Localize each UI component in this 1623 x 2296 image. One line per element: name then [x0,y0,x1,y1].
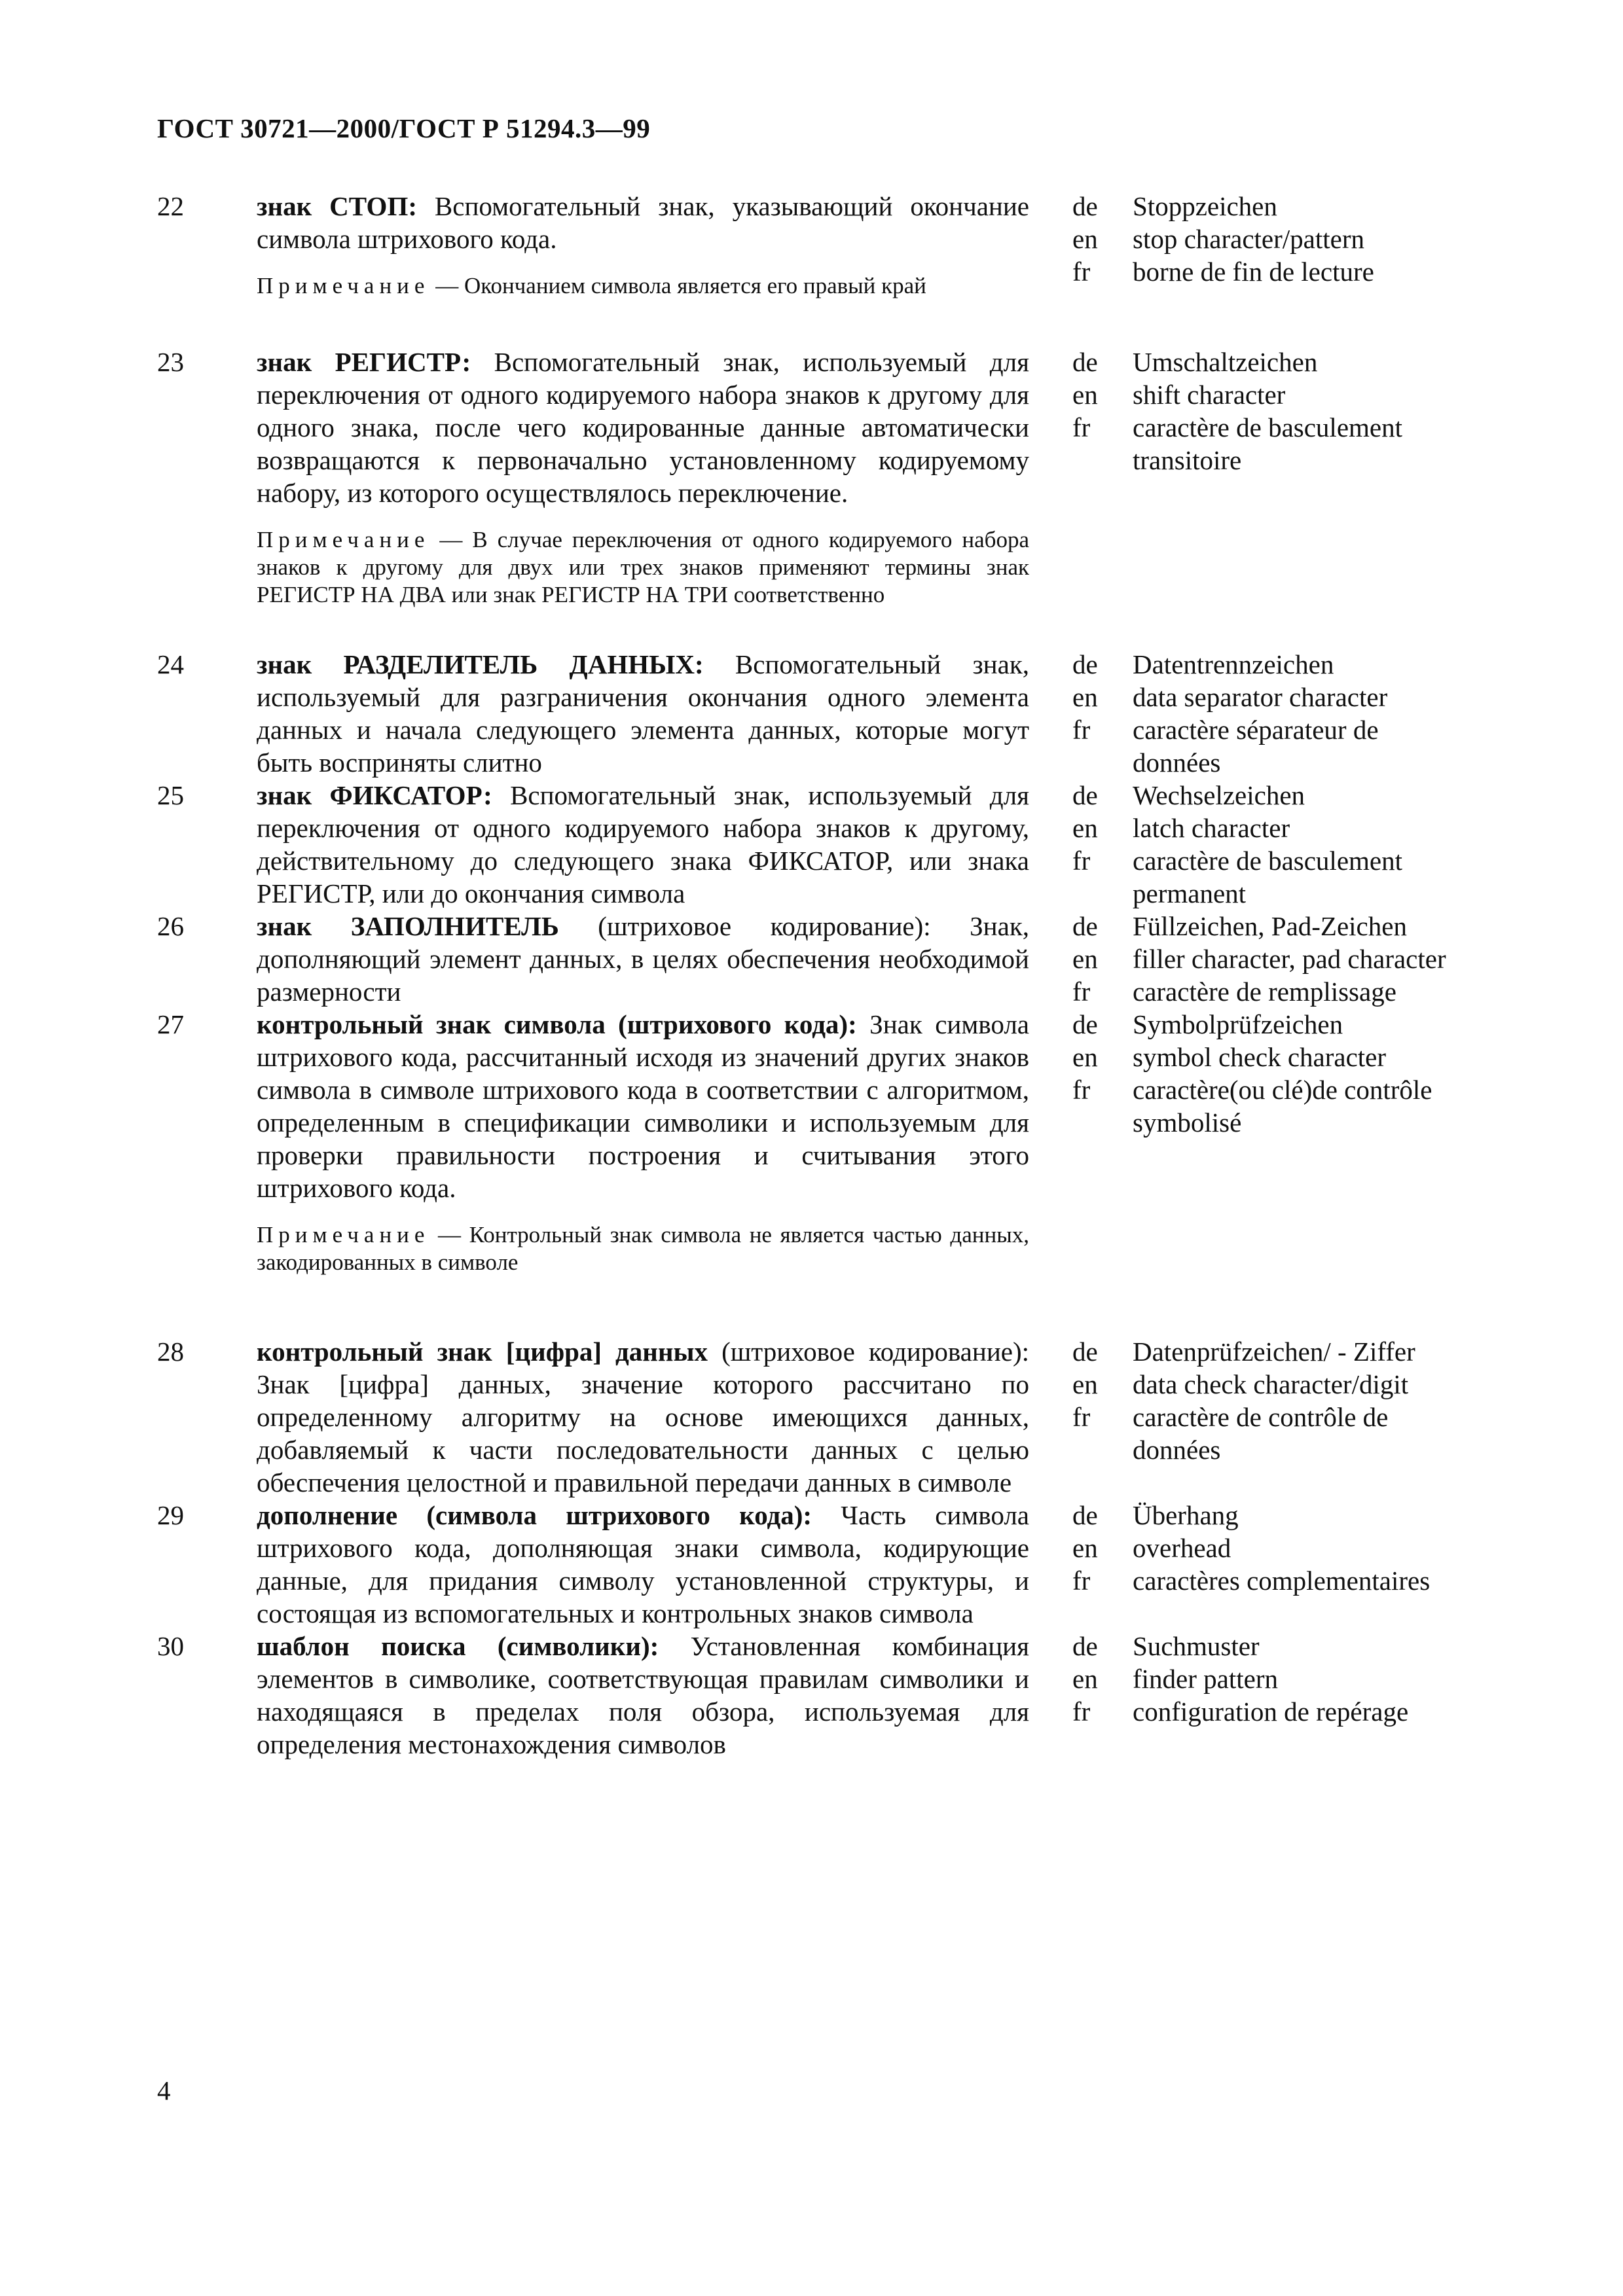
language-code: en [1072,944,1098,974]
language-codes [1072,1499,1133,1630]
translation: permanent [1133,878,1247,908]
term-number: 24 [157,649,184,679]
term-entry [157,346,1493,609]
language-code: fr [1072,846,1091,876]
term-name: дополнение (символа штрихового кода): [257,1500,812,1530]
translation: Datenprüfzeichen/ - Ziffer [1133,1336,1415,1367]
term-note [257,526,1029,609]
term-note [257,272,1029,300]
note-text: — Контрольный знак символа не является частью данных, закодированных в символе [257,1222,1029,1275]
term-number: 29 [157,1500,184,1530]
note-text: — В случае переключения от одного кодируемого набора знаков к другому для двух или трех знаков применяют термины знак РЕГИСТР НА ДВА или знак РЕГИСТР НА ТРИ соответственно [257,527,1029,607]
language-codes [1072,1630,1133,1761]
term-text: Вспомогательный знак, используемый для переключения от одного кодируемого набора знаков к другому, действительному до следующего знака ФИКСАТОР, или знака РЕГИСТР, или до окончания символа [257,780,1029,908]
language-code: fr [1072,1696,1091,1727]
term-text: Вспомогательный знак, указывающий окончание символа штрихового кода. [257,191,1030,254]
language-code: fr [1072,715,1091,745]
term-number: 27 [157,1009,184,1039]
language-code: de [1072,1631,1098,1661]
term-definition [257,779,1029,910]
term-name: знак СТОП: [257,191,417,221]
term-text: Часть символа штрихового кода, дополняющая знаки символа, кодирующие данные, для придания символу установленной структуры, и состоящая из вспомогательных и контрольных знаков символа [257,1500,1029,1628]
term-entry [157,779,1493,910]
translation: configuration de repérage [1133,1696,1409,1727]
language-code: de [1072,1500,1098,1530]
translation: Datentrennzeichen [1133,649,1334,679]
term-text: Установленная комбинация элементов в символике, соответствующая правилам символики и находящаяся в пределах поля обзора, используемая для определения местонахождения символов [257,1631,1029,1759]
language-code: en [1072,813,1098,843]
note-label: Примечание [257,1222,430,1247]
term-text: Знак символа штрихового кода, рассчитанный исходя из значений других знаков символа в символе штрихового кода в соответствии с алгоритмом, определенным в спецификации символики и используемым для проверки правильности построения и считывания этого штрихового кода. [257,1009,1029,1203]
translation: caractère(ou clé)de contrôle [1133,1075,1432,1105]
translation: Füllzeichen, Pad-Zeichen [1133,911,1407,941]
language-code: fr [1072,257,1091,287]
translation: Symbolprüfzeichen [1133,1009,1343,1039]
translation: Stoppzeichen [1133,191,1277,221]
translation: filler character, pad character [1133,944,1446,974]
term-name: контрольный знак символа (штрихового кода): [257,1009,857,1039]
translations [1133,1499,1499,1630]
language-code: de [1072,1336,1098,1367]
language-code: fr [1072,1566,1091,1596]
translation: data check character/digit [1133,1369,1409,1399]
language-code: de [1072,780,1098,810]
term-number: 22 [157,191,184,221]
language-code: en [1072,1533,1098,1563]
translation: symbolisé [1133,1107,1242,1138]
language-code: de [1072,347,1098,377]
term-definition [257,648,1029,779]
translation: Suchmuster [1133,1631,1260,1661]
term-entry [157,1630,1493,1761]
translation: caractère de contrôle de [1133,1402,1389,1432]
term-number: 28 [157,1336,184,1367]
term-text: Вспомогательный знак, используемый для разграничения окончания одного элемента данных и начала следующего элемента данных, которые могут быть восприняты слитно [257,649,1029,778]
term-number: 26 [157,911,184,941]
translations [1133,1335,1499,1499]
term-entry [157,1335,1493,1499]
term-number: 23 [157,347,184,377]
term-entry [157,648,1493,779]
translations [1133,190,1499,300]
term-name: шаблон поиска (символики): [257,1631,659,1661]
term-definition [257,190,1029,300]
language-code: de [1072,649,1098,679]
term-number: 30 [157,1631,184,1661]
term-entry [157,190,1493,300]
term-name: знак РАЗДЕЛИТЕЛЬ ДАННЫХ: [257,649,704,679]
translations [1133,346,1499,609]
term-definition [257,1630,1029,1761]
translations [1133,648,1499,779]
term-name: знак РЕГИСТР: [257,347,471,377]
translation: données [1133,1435,1221,1465]
term-definition [257,910,1029,1008]
translation: finder pattern [1133,1664,1278,1694]
language-code: en [1072,1042,1098,1072]
translation: caractère de basculement [1133,412,1403,442]
term-name: знак ФИКСАТОР: [257,780,492,810]
translation: Wechselzeichen [1133,780,1305,810]
term-note [257,1221,1029,1276]
term-name: контрольный знак [цифра] данных [257,1336,708,1367]
translation: stop character/pattern [1133,224,1365,254]
note-label: Примечание [257,527,430,552]
note-text: — Окончанием символа является его правый край [429,273,926,298]
term-definition [257,1335,1029,1499]
language-codes [1072,1335,1133,1499]
translation: caractère de remplissage [1133,977,1396,1007]
translations [1133,1008,1499,1276]
term-text: (штриховое кодирование): Знак, дополняющий элемент данных, в целях обеспечения необходимой размерности [257,911,1029,1007]
note-label: Примечание [257,273,430,298]
term-list [157,190,1493,1761]
translation: overhead [1133,1533,1231,1563]
term-name: знак ЗАПОЛНИТЕЛЬ [257,911,559,941]
translation: données [1133,747,1221,778]
translation: borne de fin de lecture [1133,257,1374,287]
translations [1133,779,1499,910]
language-code: en [1072,1664,1098,1694]
term-entry [157,1008,1493,1276]
language-code: en [1072,380,1098,410]
term-definition [257,1008,1029,1276]
language-code: en [1072,1369,1098,1399]
translation: data separator character [1133,682,1388,712]
translation: transitoire [1133,445,1242,475]
language-code: en [1072,224,1098,254]
term-definition [257,346,1029,609]
translations [1133,910,1499,1008]
language-codes [1072,190,1133,300]
translation: caractère séparateur de [1133,715,1379,745]
language-code: fr [1072,977,1091,1007]
translation: symbol check character [1133,1042,1387,1072]
language-code: fr [1072,1075,1091,1105]
translation: caractère de basculement [1133,846,1403,876]
term-entry [157,910,1493,1008]
language-code: fr [1072,1402,1091,1432]
language-codes [1072,779,1133,910]
language-code: de [1072,1009,1098,1039]
language-code: en [1072,682,1098,712]
language-codes [1072,1008,1133,1276]
term-number: 25 [157,780,184,810]
language-codes [1072,346,1133,609]
translation: Überhang [1133,1500,1239,1530]
translation: latch character [1133,813,1290,843]
translation: Umschaltzeichen [1133,347,1318,377]
term-text: (штриховое кодирование): Знак [цифра] данных, значение которого рассчитано по определенному алгоритму на основе имеющихся данных, добавляемый к части последовательности данных с целью обеспечения целостной и правильной передачи данных в символе [257,1336,1029,1498]
term-definition [257,1499,1029,1630]
translation: caractères complementaires [1133,1566,1431,1596]
term-text: Вспомогательный знак, используемый для переключения от одного кодируемого набора знаков к другому для одного знака, после чего кодированные данные автоматически возвращаются к первоначально установленному кодируемому набору, из которого осуществлялось переключение. [257,347,1029,508]
translations [1133,1630,1499,1761]
term-entry [157,1499,1493,1630]
language-code: fr [1072,412,1091,442]
language-code: de [1072,911,1098,941]
language-codes [1072,910,1133,1008]
translation: shift character [1133,380,1286,410]
page-number: 4 [157,2075,171,2106]
document-header: ГОСТ 30721—2000/ГОСТ Р 51294.3—99 [157,113,651,143]
language-code: de [1072,191,1098,221]
language-codes [1072,648,1133,779]
